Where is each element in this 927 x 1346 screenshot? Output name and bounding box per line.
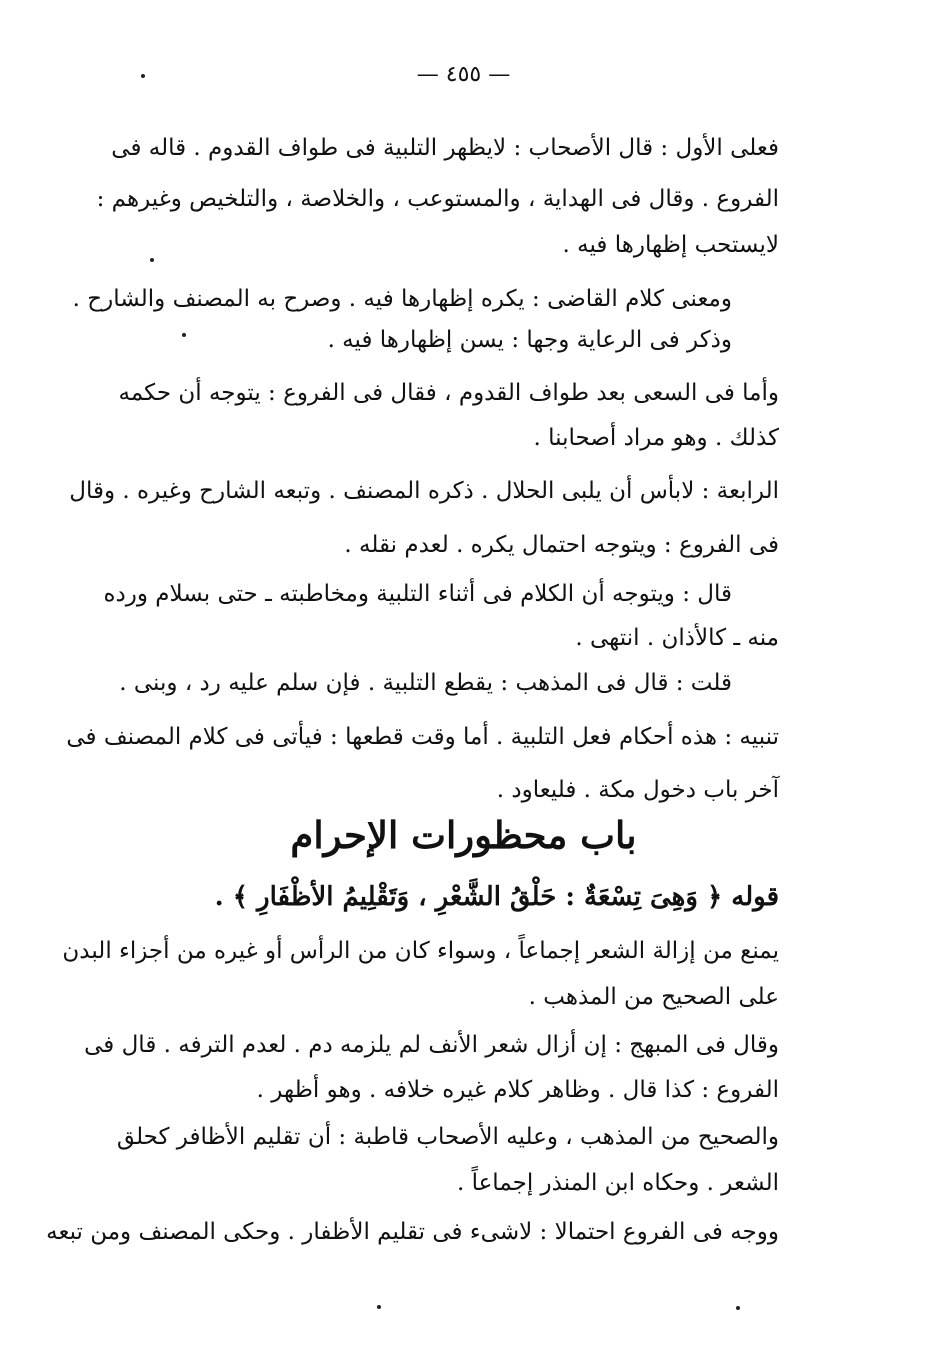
text-line: لايستحب إظهارها فيه . <box>562 232 779 258</box>
text-line: على الصحيح من المذهب . <box>528 984 779 1010</box>
text-line: منه ـ كالأذان . انتهى . <box>575 625 779 651</box>
text-line: وأما فى السعى بعد طواف القدوم ، فقال فى الفروع : يتوجه أن حكمه <box>118 380 779 406</box>
scan-speck <box>150 258 154 262</box>
text-line: آخر باب دخول مكة . فليعاود . <box>496 777 779 803</box>
text-line: يمنع من إزالة الشعر إجماعاً ، وسواء كان من الرأس أو غيره من أجزاء البدن <box>62 938 779 964</box>
page-number: — ٤٥٥ — <box>416 62 511 87</box>
scan-speck <box>736 1306 740 1310</box>
text-line: الشعر . وحكاه ابن المنذر إجماعاً . <box>456 1170 779 1196</box>
text-line: والصحيح من المذهب ، وعليه الأصحاب قاطبة : أن تقليم الأظافر كحلق <box>116 1124 779 1150</box>
text-line: وقال فى المبهج : إن أزال شعر الأنف لم يلزمه دم . لعدم الترفه . قال فى <box>84 1032 779 1058</box>
text-line: الفروع . وقال فى الهداية ، والمستوعب ، والخلاصة ، والتلخيص وغيرهم : <box>96 186 779 212</box>
text-line: ووجه فى الفروع احتمالا : لاشىء فى تقليم الأظفار . وحكى المصنف ومن تبعه <box>46 1219 779 1245</box>
text-line: ومعنى كلام القاضى : يكره إظهارها فيه . وصرح به المصنف والشارح . <box>72 286 732 312</box>
text-line: فى الفروع : ويتوجه احتمال يكره . لعدم نقله . <box>344 532 779 558</box>
text-line: قلت : قال فى المذهب : يقطع التلبية . فإن سلم عليه رد ، وبنى . <box>119 670 732 696</box>
scan-speck <box>141 74 145 78</box>
chapter-title: باب محظورات الإحرام <box>290 813 637 857</box>
text-line: قال : ويتوجه أن الكلام فى أثناء التلبية ومخاطبته ـ حتى بسلام ورده <box>103 581 732 607</box>
text-line-keyword-rabia: الرابعة : لابأس أن يلبى الحلال . ذكره المصنف . وتبعه الشارح وغيره . وقال <box>69 478 779 504</box>
text-line-keyword-tanbih: تنبيه : هذه أحكام فعل التلبية . أما وقت قطعها : فيأتى فى كلام المصنف فى <box>66 724 779 750</box>
scan-speck <box>377 1305 381 1309</box>
quoted-matn-line: قوله ﴿ وَهِىَ تِسْعَةٌ : حَلْقُ الشَّعْرِ ، وَتَقْلِيمُ الأظْفَارِ ﴾ . <box>214 882 779 912</box>
text-line: كذلك . وهو مراد أصحابنا . <box>533 425 779 451</box>
text-line: فعلى الأول : قال الأصحاب : لايظهر التلبية فى طواف القدوم . قاله فى <box>111 135 779 161</box>
text-line: وذكر فى الرعاية وجها : يسن إظهارها فيه . <box>327 327 732 353</box>
scan-speck <box>182 333 186 337</box>
text-line: الفروع : كذا قال . وظاهر كلام غيره خلافه . وهو أظهر . <box>256 1077 779 1103</box>
